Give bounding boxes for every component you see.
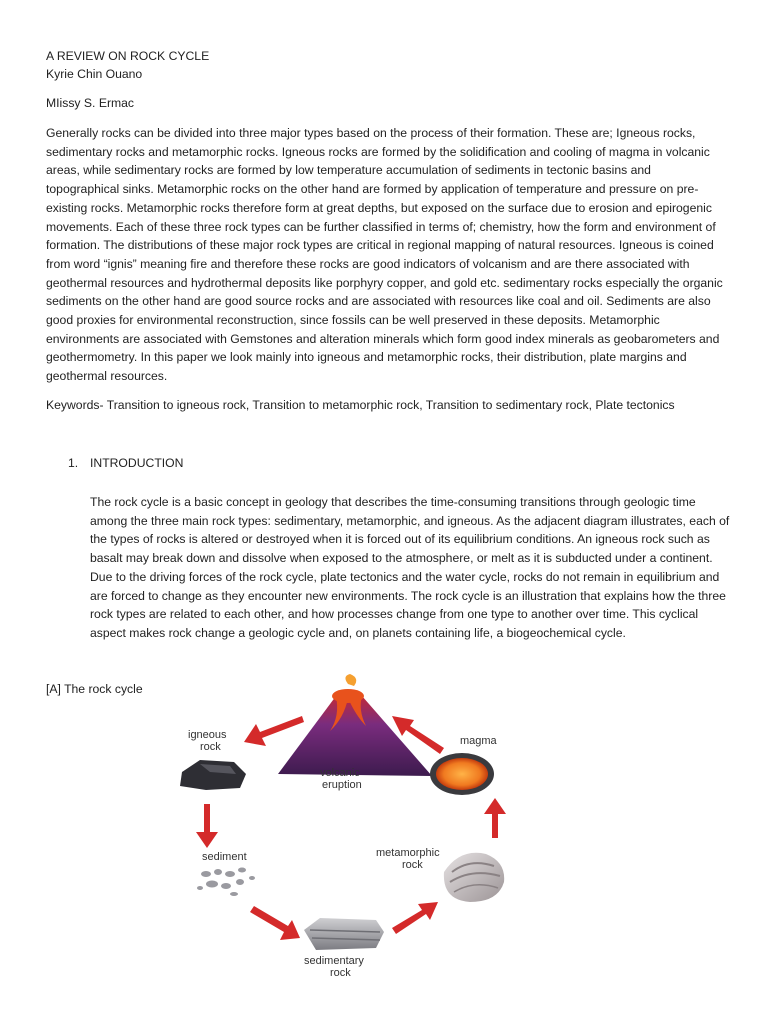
section-title: INTRODUCTION — [90, 456, 184, 470]
arrow-sedimentary-to-metamorphic — [392, 902, 438, 934]
sedimentary-rock-label: rock — [330, 967, 351, 979]
sediment-icon — [197, 868, 255, 897]
abstract-paragraph: Generally rocks can be divided into three major types based on the process of their formation. These are; Igneous rocks, sedimentary rocks and metamorphic rocks. Igneous rocks are formed by the solidification and cooling of magma in volcanic areas, while sedimentary rocks are formed by low temperature accumulation of sediments in tectonic basins and topographical sinks. Metamorphic rocks on the other hand are formed by application of temperature and pressure on pre-existing rocks. Metamorphic rocks therefore form at great depths, but exposed on the surface due to erosion and epirogenic movements. Each of these three rock types can be further classified in terms of; chemistry, how the form and environment of formation. The distributions of these major rock types are critical in regional mapping of natural resources. Igneous is coined from word “ignis” meaning fire and therefore these rocks are good indicators of volcanism and are there associated with geothermal resources and hydrothermal deposits like porphyry copper, and gold etc. sedimentary rocks especially the organic sediments on the other hand are good source rocks and are associated with resources like coal and oil. Sediments are also good proxies for environmental reconstruction, since fossils can be well preserved in these deposits. Metamorphic environments are associated with Gemstones and alteration minerals which form good index minerals as geobarometers and geothermometry. In this paper we look mainly into igneous and metamorphic rocks, their distribution, plate margins and geothermal resources. — [46, 126, 723, 384]
igneous-rock-label: rock — [200, 741, 221, 753]
arrow-igneous-to-sediment — [196, 804, 218, 848]
section-number: 1. — [68, 456, 79, 470]
introduction-paragraph: The rock cycle is a basic concept in geology that describes the time-consuming transitions through geologic time among the three main rock types: sedimentary, metamorphic, and igneous. As the adjacent diagram illustrates, each of the types of rocks is altered or destroyed when it is forced out of its equilibrium conditions. An igneous rock such as basalt may break down and dissolve when exposed to the atmosphere, or melt as it is subducted under a continent. Due to the driving forces of the rock cycle, plate tectonics and the water cycle, rocks do not remain in equilibrium and are forced to change as they encounter new environments. The rock cycle is an illustration that explains how the three rock types are related to each other, and how processes change from one type to another over time. This cyclical aspect makes rock change a geologic cycle and, on planets containing life, a biogeochemical cycle. — [90, 495, 730, 640]
eruption-label: eruption — [322, 779, 362, 791]
arrow-sediment-to-sedimentary — [250, 906, 300, 940]
author-name: Kyrie Chin Ouano — [46, 67, 143, 81]
metamorphic-rock-icon — [444, 853, 504, 902]
sediment-label: sediment — [202, 851, 247, 863]
metamorphic-label: metamorphic — [376, 847, 440, 859]
volcanic-label: volcanic — [320, 767, 360, 779]
magma-label: magma — [460, 735, 497, 747]
arrow-volcano-to-igneous — [244, 716, 304, 746]
sedimentary-label: sedimentary — [304, 955, 364, 967]
igneous-label: igneous — [188, 729, 227, 741]
igneous-rock-icon — [180, 760, 246, 790]
rock-cycle-diagram — [170, 676, 530, 979]
document-title: A REVIEW ON ROCK CYCLE — [46, 49, 210, 63]
arrow-metamorphic-to-magma — [484, 798, 506, 838]
keywords-line: Keywords- Transition to igneous rock, Transition to metamorphic rock, Transition to sedimentary rock, Plate tectonics — [46, 398, 675, 412]
sedimentary-rock-icon — [304, 918, 384, 950]
metamorphic-rock-label: rock — [402, 859, 423, 871]
author-name: MIissy S. Ermac — [46, 96, 135, 110]
figure-caption: [A] The rock cycle — [46, 682, 143, 696]
section-heading — [68, 456, 183, 470]
